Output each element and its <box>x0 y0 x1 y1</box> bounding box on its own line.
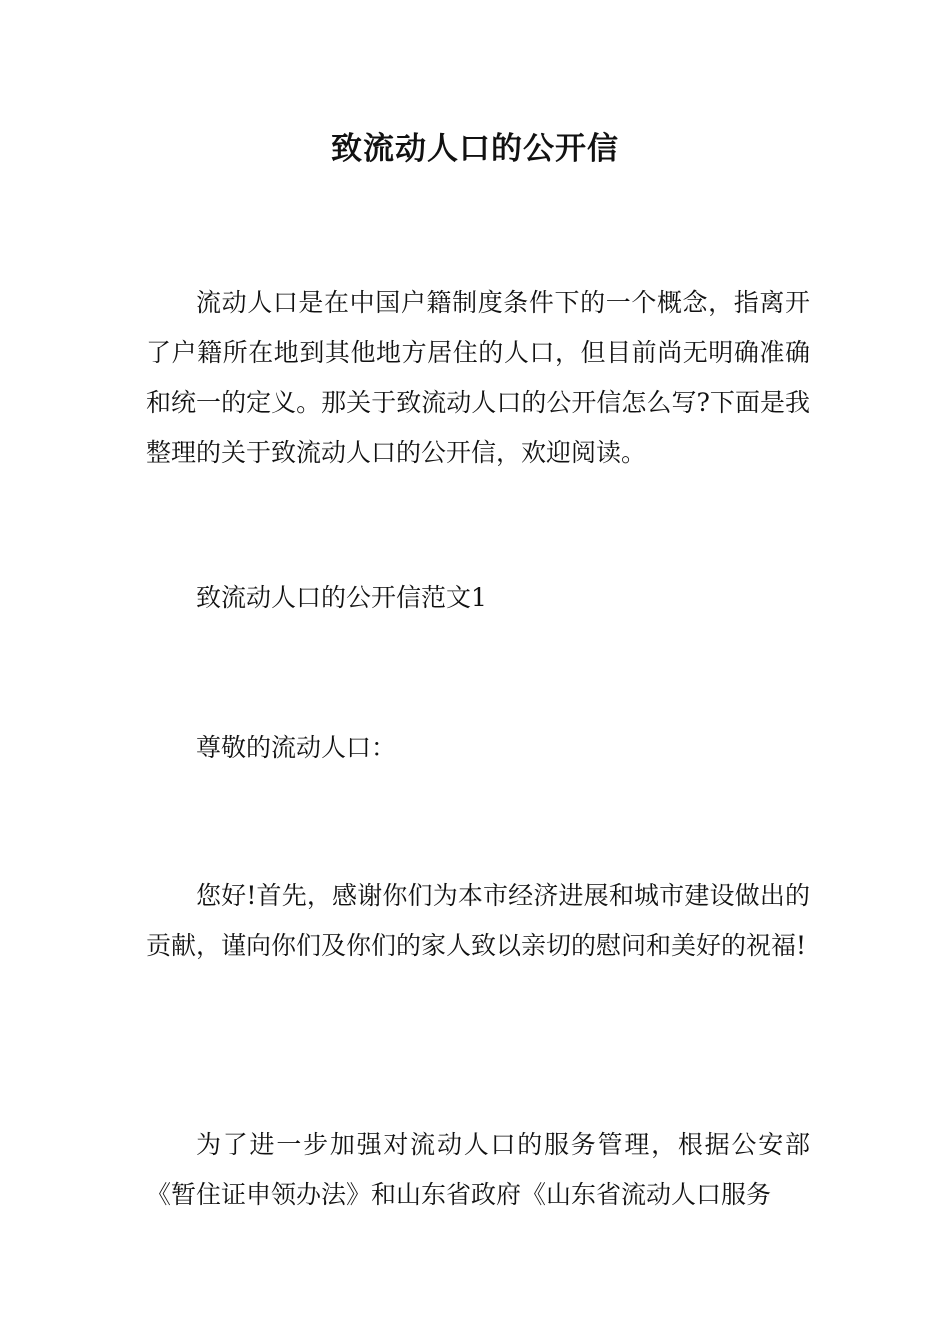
document-title: 致流动人口的公开信 <box>331 131 619 167</box>
body-paragraph-2: 为了进一步加强对流动人口的服务管理，根据公安部《暂住证申领办法》和山东省政府《山东省流动人口服务 <box>146 1130 810 1209</box>
intro-paragraph: 流动人口是在中国户籍制度条件下的一个概念，指离开了户籍所在地到其他地方居住的人口，但目前尚无明确准确和统一的定义。那关于致流动人口的公开信怎么写?下面是我整理的关于致流动人口的公开信，欢迎阅读。 <box>146 288 810 467</box>
section-heading: 致流动人口的公开信范文1 <box>196 583 487 612</box>
body-paragraph-1: 您好!首先，感谢你们为本市经济进展和城市建设做出的贡献，谨向你们及你们的家人致以亲切的慰问和美好的祝福! <box>146 881 810 960</box>
salutation: 尊敬的流动人口： <box>196 733 397 762</box>
